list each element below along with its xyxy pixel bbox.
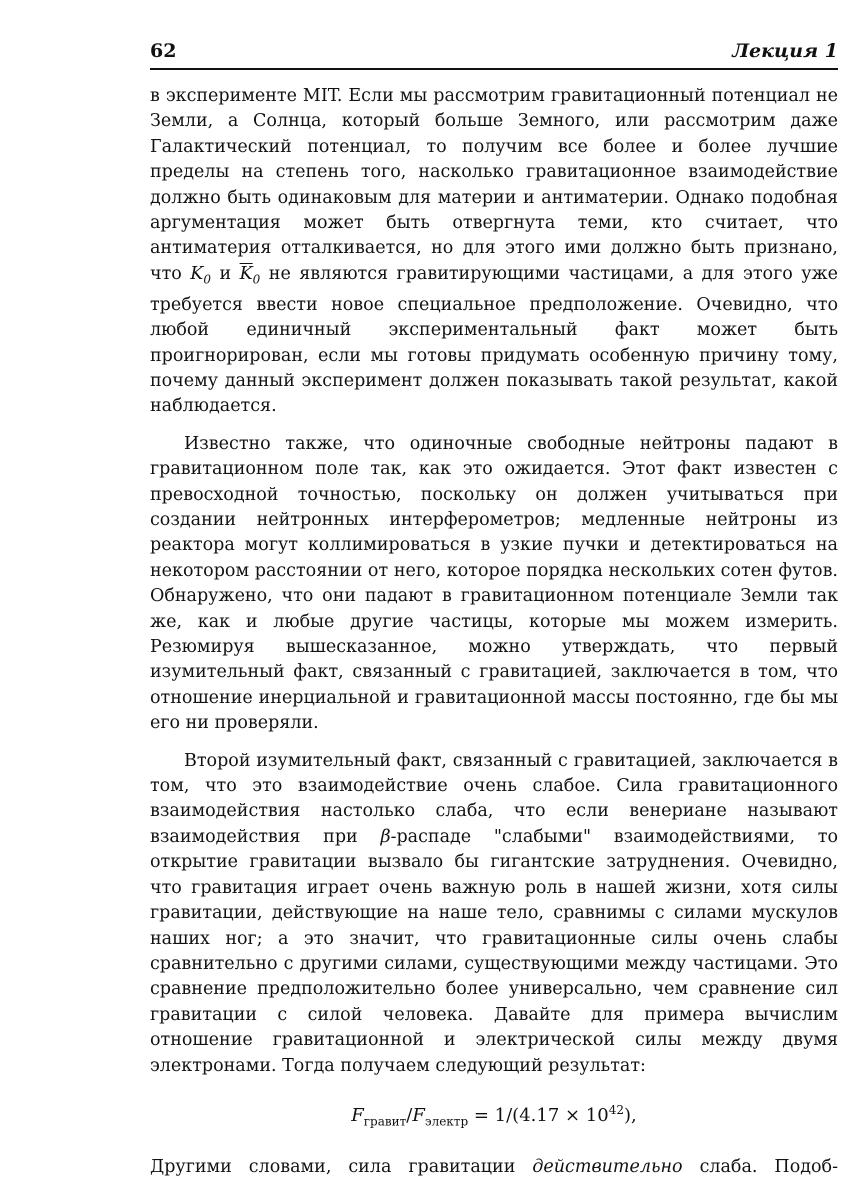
paragraph-3-part2: -распаде "слабыми" взаимодействиями, то открытие гравитации вызвало бы гигантские затруднения. Очевидно, что гравитация играет очень важную роль в нашей жизни, хотя силы гравитации, действующие на наше тело, сравнимы с силами мускулов наших ног; а это значит, что гравитационные силы очень слабы сравнительно с другими силами, существующими между частицами. Это сравнение предположительно более универсально, чем сравнение сил гравитации с силой человека. Давайте для примера вычислим отношение гравитационной и электрической силы между двумя электронами. Тогда получаем следующий результат: bbox=[150, 826, 838, 1076]
beta-symbol: β bbox=[380, 826, 391, 847]
paragraph-3-part1: Второй изумительный факт, связанный с гравитацией, заключается в том, что это взаимодействие очень слабое. Сила гравитационного взаимодействия настолько слаба, что если венериане называют взаимодействия при bbox=[150, 750, 838, 847]
page-number: 62 bbox=[150, 40, 177, 62]
body-text bbox=[150, 84, 838, 1180]
k0-letter: K bbox=[190, 263, 204, 284]
math-k0-bar bbox=[239, 263, 261, 287]
formula-f1: F bbox=[351, 1104, 364, 1126]
last-paragraph-end: слаба. Подоб- bbox=[682, 1156, 838, 1177]
paragraph-3 bbox=[150, 749, 838, 1079]
formula-f2-sub: электр bbox=[424, 1114, 469, 1129]
formula-f1-sub: гравит bbox=[363, 1114, 407, 1129]
header-rule bbox=[150, 68, 838, 70]
paragraph-2: Известно также, что одиночные свободные нейтроны падают в гравитационном поле так, как это ожидается. Этот факт известен с превосходной точностью, поскольку он должен учитываться при создании нейтронных интерферометров; медленные нейтроны из реактора могут коллимироваться в узкие пучки и детектироваться на некотором расстоянии от него, которое порядка нескольких сотен футов. Обнаружено, что они падают в гравитационном потенциале Земли так же, как и любые другие частицы, которые мы можем измерить. Резюмируя вышесказанное, можно утверждать, что первый изумительный факт, связанный с гравитацией, заключается в том, что отношение инерциальной и гравитационной массы постоянно, где бы мы его ни проверяли. bbox=[150, 433, 838, 734]
paragraph-1 bbox=[150, 84, 838, 420]
formula-rhs-end: ), bbox=[623, 1104, 637, 1126]
last-paragraph-start: Другими словами, сила гравитации bbox=[150, 1156, 533, 1177]
paragraph-1-part2: не являются гравитирующими частицами, а для этого уже требуется ввести новое специальное предположение. Очевидно, что любой единичный экспериментальный факт может быть проигнорирован, если мы готовы придумать особенную причину тому, почему данный эксперимент должен показывать такой результат, какой наблюдается. bbox=[150, 263, 838, 417]
formula-slash: / bbox=[406, 1104, 413, 1126]
formula bbox=[150, 1097, 838, 1135]
formula-f2: F bbox=[412, 1104, 425, 1126]
math-k0 bbox=[190, 263, 211, 287]
running-title: Лекция 1 bbox=[732, 40, 838, 62]
last-paragraph-emphasis: действительно bbox=[532, 1156, 683, 1177]
k0bar-letter: $\overline{K}$ bbox=[239, 263, 253, 284]
page-header bbox=[150, 36, 838, 68]
and-word: и bbox=[210, 263, 240, 284]
formula-exponent: 42 bbox=[608, 1102, 624, 1117]
k0bar-subscript: 0 bbox=[252, 272, 261, 287]
last-paragraph bbox=[150, 1155, 838, 1180]
k0-subscript: 0 bbox=[203, 272, 211, 287]
paragraph-1-part1: в эксперименте MIT. Если мы рассмотрим гравитационный потенциал не Земли, а Солнца, который больше Земного, или рассмотрим даже Галактический потенциал, то получим все более и более лучшие пределы на степень того, насколько гравитационное взаимодействие должно быть одинаковым для материи и антиматерии. Однако подобная аргументация может быть отвергнута теми, кто считает, что антиматерия отталкивается, но для этого ими должно быть признано, что bbox=[150, 86, 838, 284]
formula-rhs-start: = 1/(4.17 × 10 bbox=[468, 1104, 609, 1126]
